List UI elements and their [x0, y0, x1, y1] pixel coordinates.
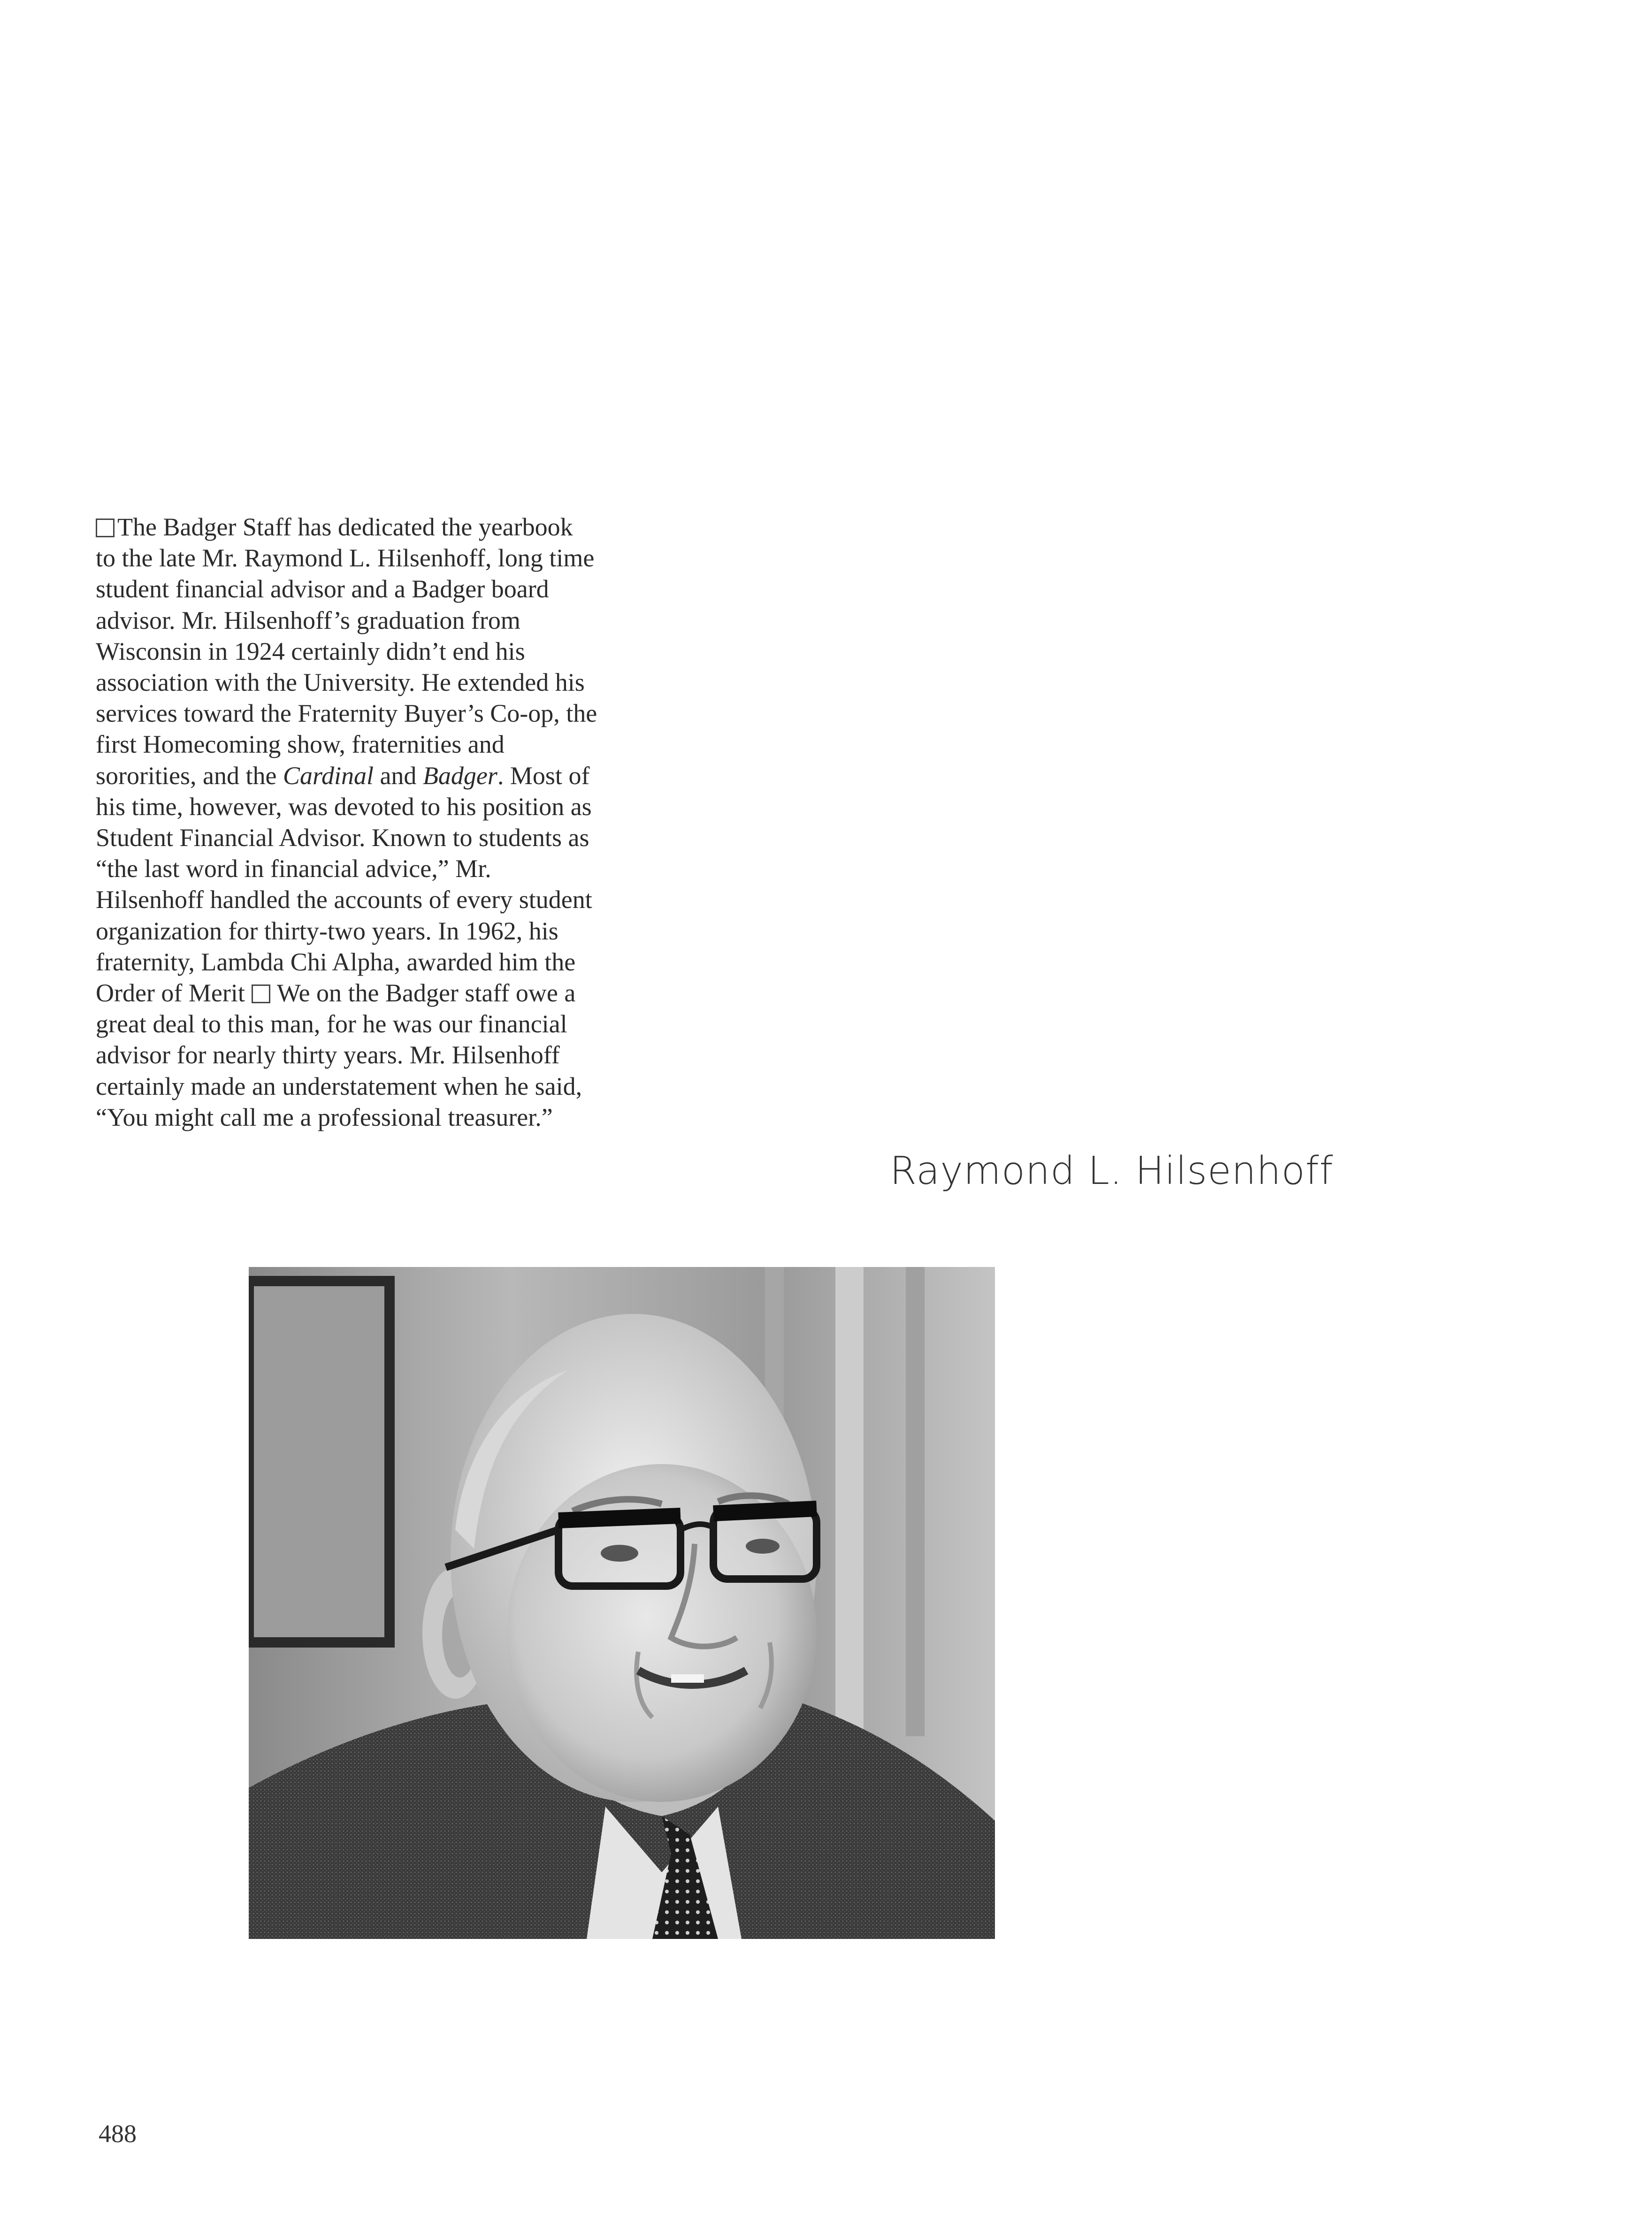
article-line: great deal to this man, for he was our financial	[96, 1010, 567, 1038]
article-line: Hilsenhoff handled the accounts of every student	[96, 885, 592, 914]
article-body	[96, 511, 650, 1133]
page-number: 488	[99, 2120, 137, 2148]
article-line: “the last word in financial advice,” Mr.	[96, 855, 491, 883]
article-line: to the late Mr. Raymond L. Hilsenhoff, long time	[96, 544, 595, 572]
article-line: “You might call me a professional treasurer.”	[96, 1103, 553, 1131]
article-line: organization for thirty-two years. In 1962, his	[96, 916, 558, 945]
badger-title: Badger	[422, 761, 497, 790]
article-line: association with the University. He extended his	[96, 668, 585, 697]
article-line: first Homecoming show, fraternities and	[96, 730, 505, 759]
portrait-photo	[249, 1267, 995, 1939]
portrait-illustration	[249, 1267, 995, 1939]
cardinal-title: Cardinal	[283, 761, 374, 790]
article-line: Wisconsin in 1924 certainly didn’t end his	[96, 637, 525, 665]
article-line: advisor. Mr. Hilsenhoff’s graduation from	[96, 606, 520, 634]
article-line: Order of Merit We on the Badger staff owe a	[96, 979, 576, 1007]
article-line: Student Financial Advisor. Known to students as	[96, 824, 589, 852]
square-bullet-icon	[252, 984, 270, 1003]
article-line: student financial advisor and a Badger board	[96, 575, 549, 603]
article-line: services toward the Fraternity Buyer’s Co-op, the	[96, 699, 597, 728]
article-line: The Badger Staff has dedicated the yearbook	[96, 511, 650, 542]
square-bullet-icon	[96, 519, 115, 537]
article-line: certainly made an understatement when he said,	[96, 1072, 582, 1100]
article-line: his time, however, was devoted to his position as	[96, 792, 592, 821]
article-line: advisor for nearly thirty years. Mr. Hilsenhoff	[96, 1041, 560, 1069]
article-line: fraternity, Lambda Chi Alpha, awarded him the	[96, 947, 576, 976]
page-title: Raymond L. Hilsenhoff	[890, 1149, 1334, 1193]
article-line: sororities, and the Cardinal and Badger. Most of	[96, 761, 590, 790]
